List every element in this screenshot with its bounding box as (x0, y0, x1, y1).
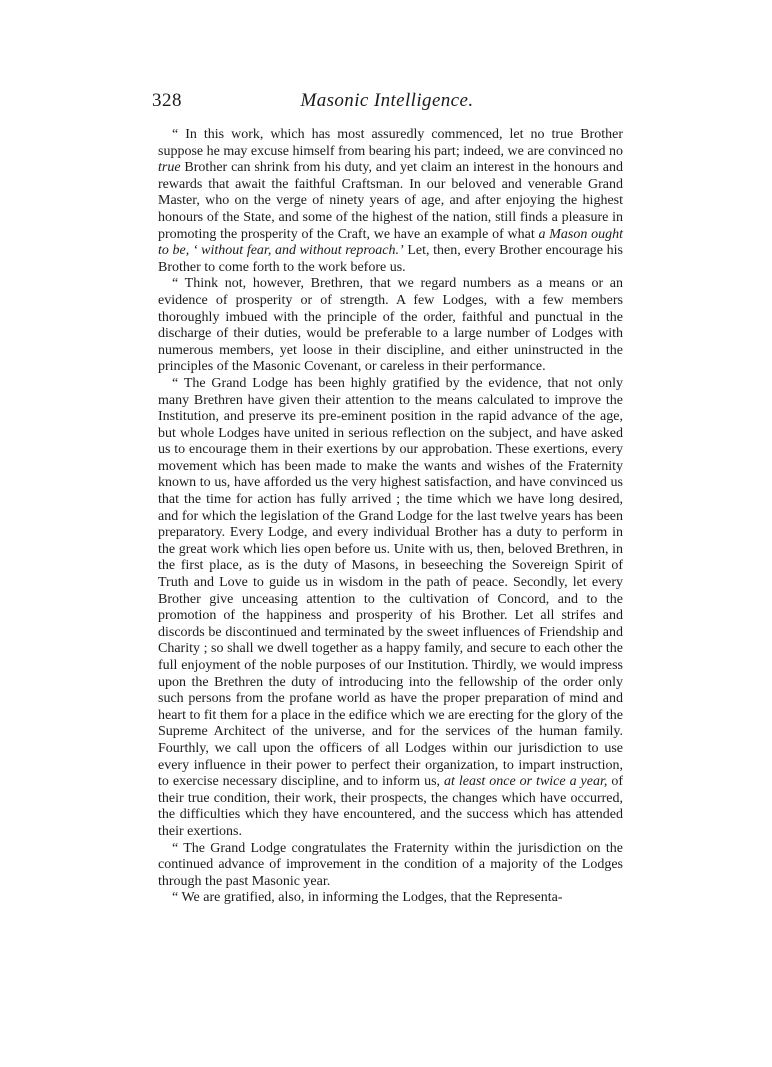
paragraph (158, 376, 623, 841)
paragraph (158, 841, 623, 891)
paragraph (158, 127, 623, 276)
paragraph (158, 276, 623, 376)
paragraph (158, 890, 623, 907)
text-run: “ In this work, which has most assuredly commenced, let no true Brother suppose he may excuse himself from bearing his part; indeed, we are convinced no (158, 127, 623, 159)
text-run: of their true condition, their work, their prospects, the changes which have occurred, the difficulties which they have encountered, and the success which has attended their exertions. (158, 774, 624, 839)
text-run: Let, then, every Brother encourage his Brother to come forth to the work before us. (158, 243, 623, 275)
page-header (152, 90, 622, 114)
page-number: 328 (152, 90, 182, 111)
text-run: “ The Grand Lodge has been highly gratified by the evidence, that not only many Brethren have given their attention to the means calculated to improve the Institution, and preserve its pre-eminent position in the rapid advance of the age, but whole Lodges have united in serious reflection on the subject, and have asked us to encourage them in their exertions by our approbation. These exertions, every movement which has been made to make the wants and wishes of the Fraternity known to us, have afforded us the very highest satisfaction, and have convinced us that the time for action has fully arrived ; the time which we have long desired, and for which the legislation of the Grand Lodge for the last twelve years has been preparatory. Every Lodge, and every individual Brother has a duty to perform in the great work which lies open before us. Unite with us, then, beloved Brethren, in the first place, as is the duty of Masons, in beseeching the Sovereign Spirit of Truth and Love to guide us in wisdom in the path of peace. Secondly, let every Brother give unceasing attention to the cultivation of Concord, and to the promotion of the happiness and prosperity of his Brother. Let all strifes and discords be discontinued and terminated by the sweet influences of Friendship and Charity ; so shall we dwell together as a happy family, and secure to each other the full enjoyment of the noble purposes of our Institution. Thirdly, we would impress upon the Brethren the duty of introducing into the fellowship of the order only such persons from the profane world as have the proper preparation of mind and heart to fit them for a place in the edifice which we are erecting for the glory of the Supreme Architect of the universe, and for the services of the human family. Fourthly, we call upon the officers of all Lodges within our jurisdiction to use every influence in their power to perfect their organization, to impart instruction, to exercise necessary discipline, and to inform us, (158, 375, 623, 790)
text-run: “ The Grand Lodge congratulates the Fraternity within the jurisdiction on the continued advance of improvement in the condition of a majority of the Lodges through the past Masonic year. (158, 840, 623, 889)
text-run: Brother can shrink from his duty, and yet claim an interest in the honours and rewards that await the faithful Craftsman. In our beloved and venerable Grand Master, who on the verge of ninety years of age, and after enjoying the highest honours of the State, and some of the highest of the nation, still finds a pleasure in promoting the prosperity of the Craft, we have an example of what (158, 160, 623, 242)
italic-text-run: at least once or twice a year, (443, 774, 608, 790)
text-run: “ Think not, however, Brethren, that we regard numbers as a means or an evidence of prosperity or of strength. A few Lodges, with a few members thoroughly imbued with the principle of the order, faithful and punctual in the discharge of their duties, would be preferable to a large number of Lodges with numerous members, yet loose in their discipline, and either uninstructed in the principles of the Masonic Covenant, or careless in their performance. (158, 276, 623, 375)
italic-text-run: true (158, 160, 181, 176)
body-text (158, 127, 623, 907)
running-title: Masonic Intelligence. (300, 90, 474, 111)
text-run: “ We are gratified, also, in informing the Lodges, that the Representa- (172, 890, 563, 906)
italic-text-run: a Mason ought to be, ‘ without fear, and without reproach.’ (158, 226, 623, 259)
